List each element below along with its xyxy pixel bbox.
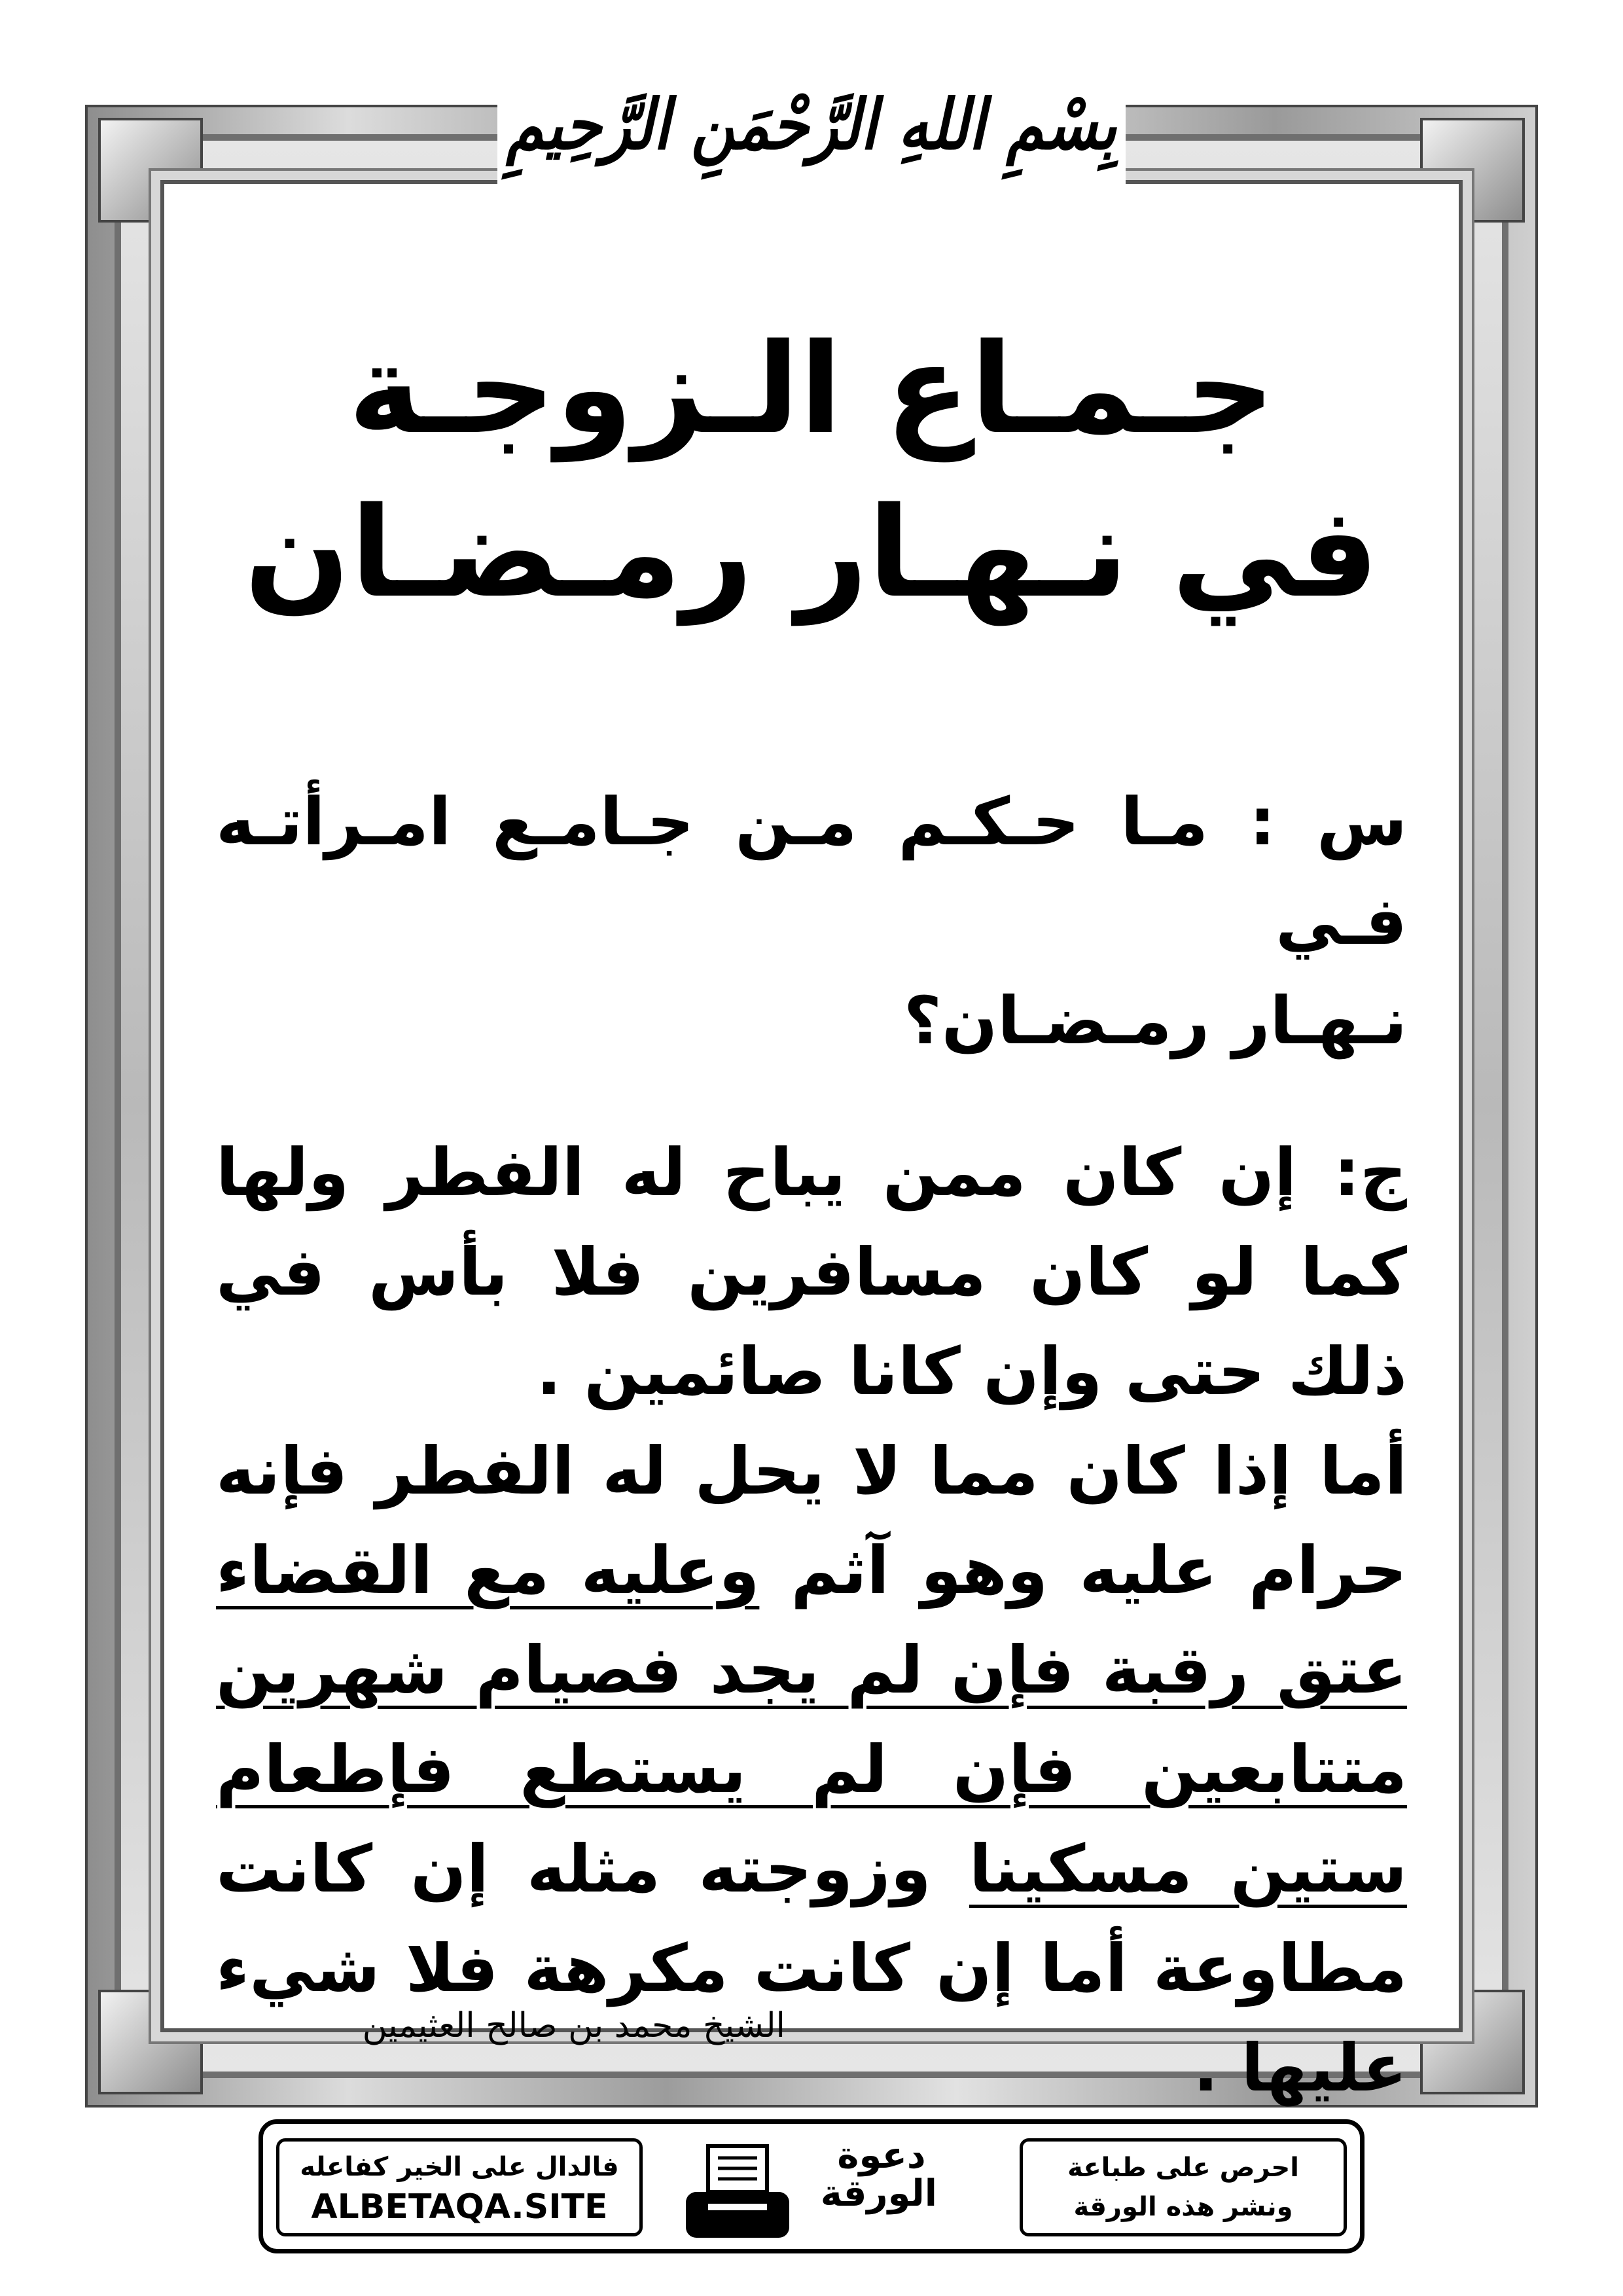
dawat-alwaraqa-logo <box>820 2134 937 2242</box>
main-content <box>216 308 1407 2118</box>
footer-proverb: فالدال على الخير كفاعله <box>300 2152 619 2182</box>
footer-bar <box>259 2119 1364 2253</box>
footer-website-box <box>276 2138 643 2236</box>
printer-icon <box>682 2144 793 2242</box>
question-paragraph <box>216 772 1407 1071</box>
title-line-2: في نـهـار رمـضـان <box>244 480 1379 625</box>
answer-paragraph-1: ج: إن كان ممن يباح له الفطر ولها كما لو كان مسافرين فلا بأس في ذلك حتى وإن كانا صائمين . <box>216 1134 1407 1410</box>
footer-website[interactable]: ALBETAQA.SITE <box>311 2187 608 2227</box>
answer-text-expiation: وعليه مع القضاء عتق رقبة فإن لم يجد فصيام شهرين متتابعين فإن لم يستطع فإطعام ستين مسكينا <box>216 1532 1407 1907</box>
page-title <box>216 308 1407 635</box>
basmala-banner <box>497 26 1126 223</box>
basmala-calligraphy: بِسْمِ اللهِ الرَّحْمَنِ الرَّحِيمِ <box>506 83 1117 166</box>
answer-text-ruling: أما إذا كان مما لا يحل له الفطر فإنه حرام عليه وهو آثم <box>216 1433 1407 1609</box>
scholar-signature: الشيخ محمد بن صالح العثيمين <box>362 2006 785 2045</box>
answer-text-wife: وزوجته مثله إن كانت مطاوعة أما إن كانت مكرهة فلا شيء عليها . <box>216 1831 1407 2106</box>
logo-line-1: دعوة <box>837 2134 926 2177</box>
question-line-1: س : مـا حـكـم مـن جـامـع امـرأتـه فـي <box>216 783 1407 960</box>
footer-print-line-1: احرص على طباعة <box>1067 2153 1299 2183</box>
footer-print-line-2: ونشر هذه الورقة <box>1073 2192 1293 2222</box>
footer-print-note <box>1020 2138 1347 2236</box>
logo-line-2: الورقة <box>820 2172 937 2215</box>
title-line-1: جـمـاع الـزوجـة <box>348 317 1275 461</box>
question-line-2: نـهـار رمـضـان؟ <box>903 982 1407 1059</box>
